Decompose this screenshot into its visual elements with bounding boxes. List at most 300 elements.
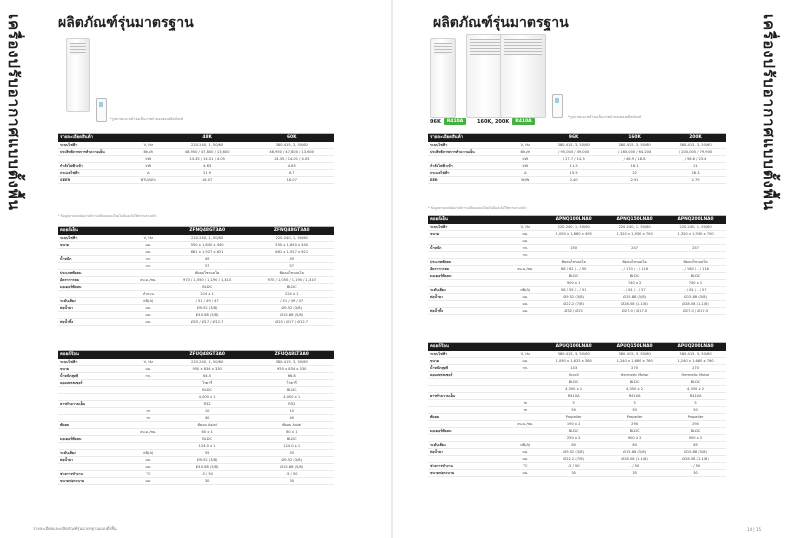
header-cell: รายละเอียดสินค้า: [430, 135, 464, 140]
value-cell: 900 x 2: [627, 436, 642, 440]
value-cell: 60 x 1: [286, 430, 298, 434]
overview-table: [428, 133, 726, 184]
header-cell: 48K: [202, 135, 212, 140]
row-label: [428, 252, 507, 258]
value-cell: พัดลมไซรอคโค: [622, 260, 647, 264]
table-row: [58, 177, 334, 184]
row-label: ประเภทพัดลม: [430, 260, 452, 264]
table-row: [58, 380, 334, 387]
value-cell: 57: [204, 264, 210, 268]
table-header-row: [428, 216, 726, 224]
table-row: [58, 359, 334, 366]
row-label: กระแสไฟฟ้า: [430, 171, 450, 175]
value-cell: 30: [632, 471, 637, 475]
row-label: ท่อน้ำยา: [60, 458, 74, 462]
table-row: [428, 280, 726, 287]
table-row: [58, 142, 334, 149]
table-row: [428, 372, 726, 379]
value-cell: 1,240 x 1,680 x 760: [616, 359, 653, 363]
value-cell: 55: [204, 451, 210, 455]
table-row: [428, 358, 726, 365]
value-cell: Ø15.88 (5/8): [684, 450, 707, 454]
table-row: [428, 224, 726, 231]
badge-model-name: 96K: [430, 118, 441, 125]
value-cell: 65: [693, 443, 698, 447]
row-label: สารทำความเย็น: [60, 402, 86, 406]
table-note: * ข้อมูลทางเทคนิคอาจมีการเปลี่ยนแปลงโดยไม่ต้องแจ้งให้ทราบล่วงหน้า: [58, 214, 157, 218]
unit-cell: กก.: [522, 366, 529, 370]
value-cell: R410A: [628, 394, 641, 398]
row-label: กำลังไฟฟ้าเข้า: [430, 164, 453, 168]
value-cell: 5: [694, 401, 697, 405]
header-cell: คอยล์ร้อน: [430, 344, 449, 349]
table-row: [428, 351, 726, 358]
value-cell: / 95,000 / 49,000: [558, 150, 590, 154]
unit-cell: ลบ.ม./ชม.: [140, 278, 157, 282]
table-header-row: [58, 134, 334, 142]
unit-cell: V, Hz: [520, 225, 531, 229]
table-row: [58, 422, 334, 429]
value-cell: Ø15.88 (5/8): [623, 295, 647, 299]
value-cell: 290: [631, 422, 639, 426]
row-label: ขนาด: [60, 243, 70, 247]
row-label: ระดับเสียง: [60, 451, 76, 455]
value-cell: / 51 / 49 / 47: [280, 299, 304, 303]
unit-cell: [132, 401, 165, 407]
unit-cell: กก.: [145, 264, 152, 268]
unit-cell: [132, 443, 165, 449]
row-label: [58, 156, 132, 162]
row-label: ขนาด: [430, 232, 440, 236]
unit-cell: dB(A): [143, 299, 154, 303]
value-cell: 21: [693, 164, 698, 168]
header-cell: [132, 351, 165, 359]
value-cell: 60: [571, 443, 576, 447]
value-cell: BLDC: [690, 429, 701, 433]
value-cell: 250 x 2: [566, 436, 581, 440]
value-cell: 270: [631, 366, 639, 370]
header-cell: ZFUQ48GT3A0: [189, 352, 225, 357]
table-row: [428, 231, 726, 238]
value-cell: 14.35 / 14.01 / 4.05: [273, 157, 310, 161]
value-cell: Scroll: [568, 373, 579, 377]
row-label: [58, 429, 132, 435]
unit-cell: W/W: [521, 178, 530, 182]
value-cell: Propeller: [687, 415, 704, 419]
value-cell: 380-415, 3, 50/60: [679, 352, 712, 356]
table-row: [58, 436, 334, 443]
value-cell: BLDC: [629, 380, 640, 384]
model-badge-a: [430, 118, 466, 125]
value-cell: 124.0 x 1: [283, 444, 301, 448]
value-cell: 49: [204, 257, 210, 261]
value-cell: 270: [692, 366, 699, 370]
value-cell: Ø25 / Ø17 / Ø12.7: [190, 320, 224, 324]
table-row: [58, 429, 334, 436]
value-cell: -5 / 50: [567, 464, 580, 468]
value-cell: 681 x 1,927 x 621: [190, 250, 224, 254]
row-label: ท่อน้ำยา: [60, 306, 74, 310]
value-cell: 40: [204, 416, 210, 420]
unit-cell: มม.: [145, 320, 152, 324]
value-cell: 1,090 x 1,625 x 380: [555, 359, 592, 363]
table-row: [58, 408, 334, 415]
unit-cell: [507, 280, 543, 286]
value-cell: 28.3: [691, 171, 700, 175]
header-cell: รายละเอียดสินค้า: [60, 135, 94, 140]
value-cell: Ø32 / Ø25: [564, 309, 583, 313]
unit-cell: °C: [146, 472, 151, 476]
value-cell: Hermetic Motor: [681, 373, 710, 377]
row-label: [58, 387, 132, 393]
value-cell: - / 50: [690, 464, 701, 468]
value-cell: 380-415, 3, 50/60: [679, 143, 712, 147]
row-label: [428, 386, 507, 392]
header-cell: 60K: [286, 135, 297, 140]
table-row: [428, 238, 726, 245]
value-cell: Propeller: [565, 415, 582, 419]
table-row: [58, 277, 334, 284]
value-cell: 380-415, 3, 50/60: [275, 360, 308, 364]
row-label: มอเตอร์พัดลม: [430, 429, 452, 433]
header-cell: [507, 343, 543, 351]
unit-cell: dB(A): [520, 288, 531, 292]
row-label: กระแสไฟฟ้า: [60, 171, 80, 175]
unit-cell: กก.: [522, 253, 529, 257]
unit-cell: มม.: [145, 250, 152, 254]
unit-cell: [507, 259, 543, 265]
table-header-row: [58, 351, 334, 359]
value-cell: 5: [633, 401, 636, 405]
table-row: [58, 298, 334, 305]
side-title: เครื่องปรับอากาศแบบตั้งพื้น: [760, 14, 778, 212]
value-cell: 16.07: [286, 178, 297, 182]
value-cell: 30: [571, 471, 576, 475]
unit-cell: มม.: [145, 367, 152, 371]
row-label: พัดลม: [60, 423, 70, 427]
value-cell: BLDC: [286, 285, 297, 289]
row-label: [58, 464, 132, 470]
value-cell: 10: [204, 409, 210, 413]
unit-cell: A: [524, 171, 527, 175]
value-cell: - / 180 / - / 116: [682, 267, 709, 271]
row-label: [58, 408, 132, 414]
right-page: [393, 0, 785, 538]
left-page: [0, 0, 392, 538]
unit-cell: A: [147, 171, 150, 175]
unit-cell: [507, 379, 543, 385]
table-row: [428, 393, 726, 400]
table-row: [428, 428, 726, 435]
unit-cell: มม.: [522, 450, 529, 454]
value-cell: [543, 252, 604, 258]
row-label: ขนาดท่อระบาย: [430, 471, 455, 475]
row-label: [428, 421, 507, 427]
value-cell: 143: [570, 366, 578, 370]
value-cell: 380-415, 3, 50/60: [618, 352, 651, 356]
table-row: [428, 142, 726, 149]
value-cell: 48,950 / 47,800 / 13,600: [184, 150, 230, 154]
table-row: [428, 435, 726, 442]
row-label: [58, 312, 132, 318]
unit-cell: Btu/h: [520, 150, 531, 154]
value-cell: BLDC: [690, 274, 701, 278]
row-label: ระบบไฟฟ้า: [60, 143, 78, 147]
refrigerant-badge: R410A: [512, 118, 534, 125]
value-cell: 550 x 1,840 x 440: [275, 243, 309, 247]
table-row: [428, 266, 726, 273]
value-cell: Ø15.88 (5/8): [195, 465, 219, 469]
unit-cell: [507, 428, 543, 434]
value-cell: 50: [571, 408, 576, 412]
header-cell: 200K: [689, 135, 702, 140]
value-cell: 4,000 x 1: [283, 395, 301, 399]
value-cell: 220-240, 1, 50/60: [191, 236, 224, 240]
value-cell: 1,240 x 1,680 x 760: [677, 359, 714, 363]
unit-cell: [132, 394, 165, 400]
value-cell: Ø15.88 (5/8): [195, 313, 219, 317]
value-cell: Ø9.52 (3/8): [196, 306, 218, 310]
value-cell: 950 x 834 x 330: [277, 367, 307, 371]
row-label: น้ำหนัก: [430, 246, 442, 250]
unit-cell: V, Hz: [143, 143, 153, 147]
unit-cell: มม.: [145, 479, 152, 483]
table-row: [428, 449, 726, 456]
unit-cell: [132, 380, 165, 386]
value-cell: Ø28.58 (1-1/8): [682, 457, 709, 461]
value-cell: 150: [570, 246, 578, 250]
value-cell: BLDC: [629, 274, 640, 278]
table-row: [428, 463, 726, 470]
unit-cell: m: [146, 416, 151, 420]
table-row: [428, 414, 726, 421]
row-label: [428, 435, 507, 441]
value-cell: 66.8: [287, 374, 296, 378]
value-cell: 30: [693, 471, 698, 475]
page-number: 14 | 15: [746, 527, 761, 532]
unit-cell: จำนวน: [142, 292, 154, 296]
unit-cell: มม.: [522, 232, 529, 236]
value-cell: - / 61 / - / 57: [684, 288, 707, 292]
product-photo-area: [58, 32, 338, 128]
row-label: คอมเพรสเซอร์: [60, 381, 83, 385]
row-label: อัตราการลม: [430, 267, 450, 271]
table-row: [58, 478, 334, 485]
value-cell: 57: [289, 264, 295, 268]
value-cell: 6.7: [288, 171, 295, 175]
table-row: [428, 156, 726, 163]
unit-cell: มม.: [522, 309, 529, 313]
row-label: [428, 301, 507, 307]
value-cell: โรตารี่: [202, 381, 213, 385]
value-cell: 220-240, 1, 50/60: [191, 143, 224, 147]
row-label: คอมเพรสเซอร์: [430, 373, 453, 377]
table-row: [58, 401, 334, 408]
row-label: ระบบไฟฟ้า: [60, 236, 78, 240]
value-cell: 2.91: [630, 178, 639, 182]
page-footer: รายละเอียดและผลิตภัณฑ์รุ่นมาตรฐานแบบตั้งพื้น: [33, 526, 117, 531]
unit-cell: มม.: [522, 302, 529, 306]
value-cell: 1,320 x 1,930 x 700: [677, 232, 714, 236]
value-cell: Hermetic Motor: [620, 373, 649, 377]
unit-cell: [132, 436, 165, 442]
value-cell: 30: [204, 479, 210, 483]
value-cell: พัดลม Axial: [197, 423, 217, 427]
value-cell: / 160,000 / 64,200: [617, 150, 652, 154]
table-row: [58, 319, 334, 326]
row-label: ระดับเสียง: [430, 288, 446, 292]
unit-cell: [132, 284, 165, 290]
floor-unit-image-96k: [430, 38, 456, 118]
table-row: [58, 394, 334, 401]
unit-cell: มม.: [145, 458, 152, 462]
page-heading: ผลิตภัณฑ์รุ่นมาตรฐาน: [433, 15, 569, 31]
value-cell: 58 / 55 / - / 51: [560, 288, 587, 292]
value-cell: พัดลมไซรอคโค: [561, 260, 586, 264]
table-row: [428, 170, 726, 177]
table-row: [58, 387, 334, 394]
value-cell: Ø9.52 (3/8): [196, 458, 218, 462]
header-cell: 160K: [628, 135, 641, 140]
table-row: [428, 365, 726, 372]
value-cell: 220-240, 1, 50/60: [275, 236, 308, 240]
table-row: [58, 312, 334, 319]
unit-cell: มม.: [145, 465, 152, 469]
table-row: [428, 163, 726, 170]
value-cell: [665, 252, 726, 258]
value-cell: Ø28.58 (1-1/8): [621, 457, 648, 461]
table-row: [58, 256, 334, 263]
row-label: สารทำความเย็น: [430, 394, 456, 398]
row-label: [428, 280, 507, 286]
table-row: [58, 443, 334, 450]
row-label: ระบบไฟฟ้า: [430, 143, 448, 147]
value-cell: 14.35 / 14.01 / 4.05: [189, 157, 225, 161]
unit-cell: [507, 386, 543, 392]
table-row: [58, 305, 334, 312]
value-cell: BLDC: [286, 437, 297, 441]
row-label: ช่วงการทำงาน: [60, 472, 83, 476]
page-heading: ผลิตภัณฑ์รุ่นมาตรฐาน: [58, 15, 194, 31]
table-row: [428, 470, 726, 477]
unit-cell: V, Hz: [520, 352, 531, 356]
unit-cell: V, Hz: [520, 143, 531, 147]
table-row: [428, 379, 726, 386]
value-cell: BLDC: [286, 388, 297, 392]
table-row: [428, 287, 726, 294]
table-row: [58, 284, 334, 291]
value-cell: 740 x 2: [627, 281, 642, 285]
unit-cell: kW: [145, 157, 152, 161]
overview-table: [58, 133, 334, 184]
value-cell: Ø27.0 / Ø17.0: [682, 309, 709, 313]
table-row: [428, 252, 726, 259]
value-cell: BLDC: [202, 285, 213, 289]
unit-cell: [507, 393, 543, 399]
value-cell: Ø28.58 (1-1/8): [682, 302, 709, 306]
unit-cell: ลบ.ม./ชม.: [140, 430, 157, 434]
row-label: [58, 394, 132, 400]
unit-cell: °C: [523, 464, 528, 468]
row-label: [428, 238, 507, 244]
refrigerant-badge: R410A: [444, 118, 466, 125]
value-cell: R410A: [689, 394, 702, 398]
remote-control-image: [552, 94, 563, 118]
unit-cell: กก.: [145, 374, 152, 378]
value-cell: 16.07: [202, 178, 213, 182]
value-cell: [604, 238, 665, 244]
value-cell: 970 / 1,050 / 1,190 / 1,410: [183, 278, 232, 282]
row-label: ระบบไฟฟ้า: [60, 360, 78, 364]
table-row: [428, 294, 726, 301]
value-cell: / 51 / 49 / 47: [195, 299, 219, 303]
table-row: [58, 149, 334, 156]
value-cell: 224 x 1: [284, 292, 299, 296]
value-cell: Ø9.52 (3/8): [281, 458, 302, 462]
unit-cell: ลบ.ม./ชม.: [517, 267, 534, 271]
value-cell: 681 x 1,927 x 621: [275, 250, 309, 254]
product-photo-area: [428, 32, 728, 128]
row-label: [58, 443, 132, 449]
indoor-unit-table: [428, 215, 726, 315]
row-label: [428, 456, 507, 462]
value-cell: 22: [632, 171, 637, 175]
value-cell: 1,050 x 1,880 x 495: [555, 232, 592, 236]
table-row: [428, 149, 726, 156]
value-cell: 900 x 1: [566, 281, 581, 285]
table-header-row: [428, 134, 726, 142]
value-cell: R410A: [567, 394, 580, 398]
row-label: ท่อน้ำยา: [430, 450, 444, 454]
table-row: [58, 464, 334, 471]
unit-cell: มม.: [145, 306, 152, 310]
table-row: [428, 259, 726, 266]
value-cell: โรตารี่: [286, 381, 297, 385]
unit-cell: BTU/W.h: [140, 178, 156, 182]
unit-cell: มม.: [522, 471, 529, 475]
unit-cell: กก.: [522, 246, 529, 250]
header-cell: APUQ200LNA0: [677, 344, 714, 349]
value-cell: / 27.7 / 14.3: [562, 157, 585, 161]
table-row: [428, 273, 726, 280]
row-label: ขนาด: [60, 367, 70, 371]
value-cell: -5 / 50: [201, 472, 213, 476]
row-label: [428, 156, 507, 162]
unit-cell: V, Hz: [143, 360, 153, 364]
unit-cell: [132, 270, 165, 276]
unit-cell: m: [523, 408, 528, 412]
row-label: กำลังไฟฟ้าเข้า: [60, 164, 83, 168]
row-label: [58, 249, 132, 255]
value-cell: / 58.6 / 23.4: [684, 157, 707, 161]
row-label: [58, 415, 132, 421]
table-row: [428, 301, 726, 308]
value-cell: Ø22.2 (7/8): [563, 457, 584, 461]
value-cell: [543, 238, 604, 244]
row-label: [58, 291, 132, 297]
row-label: น้ำหนักสุทธิ: [430, 366, 449, 370]
value-cell: R32: [203, 402, 211, 406]
table-row: [58, 450, 334, 457]
table-row: [58, 415, 334, 422]
row-label: [428, 400, 507, 406]
row-label: EER: [430, 178, 438, 182]
value-cell: 4,350 x 2: [687, 387, 705, 391]
unit-cell: kW: [145, 164, 152, 168]
model-badge-b: [477, 118, 535, 125]
value-cell: 257: [692, 246, 699, 250]
header-cell: 96K: [568, 135, 579, 140]
